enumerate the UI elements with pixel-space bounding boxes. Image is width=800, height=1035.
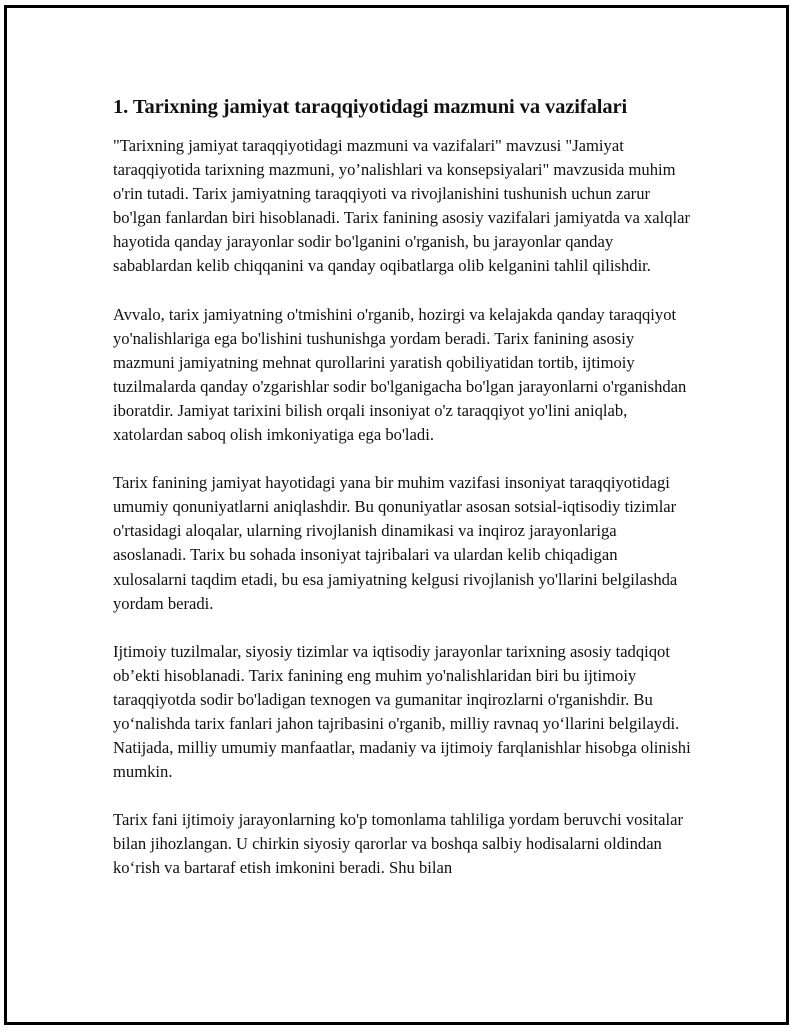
- paragraph-3: Tarix fanining jamiyat hayotidagi yana bir muhim vazifasi insoniyat taraqqiyotidagi umumiy qonuniyatlarni aniqlashdir. Bu qonuniyatlar asosan sotsial-iqtisodiy tizimlar o'rtasidagi aloqalar, ularning rivojlanish dinamikasi va inqiroz jarayonlariga asoslanadi. Tarix bu sohada insoniyat tajribalari va ulardan kelib chiqadigan xulosalarni taqdim etadi, bu esa jamiyatning kelgusi rivojlanish yo'llarini belgilashda yordam beradi.: [113, 473, 678, 613]
- paragraph-4: Ijtimoiy tuzilmalar, siyosiy tizimlar va iqtisodiy jarayonlar tarixning asosiy tadqiqot ob’ekti hisoblanadi. Tarix fanining eng muhim yo'nalishlaridan biri bu ijtimoiy taraqqiyotda sodir bo'ladigan texnogen va gumanitar inqirozlarni o'rganishdir. Bu yo‘nalishda tarix fanlari jahon tajribasini o'rganib, milliy ravnaq yo‘llarini belgilaydi. Natijada, milliy umumiy manfaatlar, madaniy va ijtimoiy farqlanishlar hisobga olinishi mumkin.: [113, 641, 691, 782]
- paragraph-1: "Tarixning jamiyat taraqqiyotidagi mazmuni va vazifalari" mavzusi "Jamiyat taraqqiyotida tarixning mazmuni, yo’nalishlari va konsepsiyalari" mavzusida muhim o'rin tutadi. Tarix jamiyatning taraqqiyoti va rivojlanishini tushunish uchun zarur bo'lgan fanlardan biri hisoblanadi. Tarix fanining asosiy vazifalari jamiyatda va xalqlar hayotida qanday jarayonlar sodir bo'lganini o'rganish, bu jarayonlar qanday sabablardan kelib chiqqanini va qanday oqibatlarga olib kelganini tahlil qilishdir.: [113, 136, 691, 276]
- paragraph-5: Tarix fani ijtimoiy jarayonlarning ko'p tomonlama tahliliga yordam beruvchi vositalar bilan jihozlangan. U chirkin siyosiy qarorlar va boshqa salbiy hodisalarni oldindan ko‘rish va bartaraf etish imkonini beradi. Shu bilan: [113, 810, 684, 878]
- paragraph-2: Avvalo, tarix jamiyatning o'tmishini o'rganib, hozirgi va kelajakda qanday taraqqiyot yo'nalishlariga ega bo'lishini tushunishga yordam beradi. Tarix fanining asosiy mazmuni jamiyatning mehnat qurollarini yaratish qobiliyatidan tortib, ijtimoiy tuzilmalarda qanday o'zgarishlar sodir bo'lganigacha bo'lgan jarayonlarni o'rganishdan iboratdir. Jamiyat tarixini bilish orqali insoniyat o'z taraqqiyot yo'lini aniqlab, xatolardan saboq olish imkoniyatiga ega bo'ladi.: [113, 304, 687, 445]
- section-heading: 1. Tarixning jamiyat taraqqiyotidagi mazmuni va vazifalari: [113, 96, 628, 118]
- document-body: [113, 94, 693, 905]
